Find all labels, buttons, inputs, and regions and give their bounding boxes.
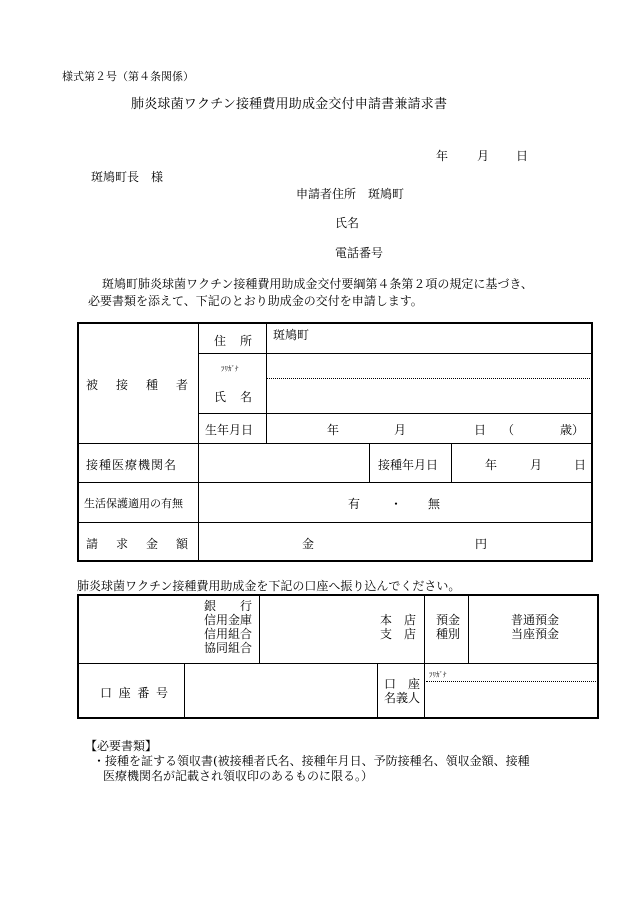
applicant-address-label: 申請者住所 斑鳩町 [296, 187, 405, 201]
branch-types: 本 店 支 店 [380, 613, 417, 641]
welfare-separator: ・ [390, 497, 403, 511]
furigana-label: ﾌﾘｶﾞﾅ [221, 365, 239, 373]
required-docs-item-line-1: ・接種を証する領収書(被接種者氏名、接種年月日、予防接種名、領収金額、接種 [93, 754, 530, 768]
form-title: 肺炎球菌ワクチン接種費用助成金交付申請書兼請求書 [131, 97, 448, 112]
vaccination-date-label: 接種年月日 [378, 458, 439, 472]
applicant-name-label: 氏名 [335, 216, 360, 230]
address-value: 斑鳩町 [273, 328, 310, 342]
age-open-paren: （ [502, 423, 515, 437]
date-month-label: 月 [477, 149, 490, 163]
required-docs-heading: 【必要書類】 [85, 739, 158, 753]
address-label: 住 所 [214, 334, 252, 348]
clinic-label: 接種医療機関名 [86, 458, 178, 472]
intro-line-1: 斑鳩町肺炎球菌ワクチン接種費用助成金交付要綱第４条第２項の規定に基づき、 [102, 277, 533, 291]
name-label: 氏 名 [214, 390, 252, 404]
intro-line-2: 必要書類を添えて、下記のとおり助成金の交付を申請します。 [88, 294, 423, 308]
birth-month-label: 月 [394, 423, 407, 437]
age-close-label: 歳） [560, 423, 585, 437]
holder-furigana-label: ﾌﾘｶﾞﾅ [429, 671, 447, 679]
claim-kin-label: 金 [302, 537, 315, 551]
form-number: 様式第２号（第４条関係） [62, 70, 194, 83]
birthdate-label: 生年月日 [205, 423, 254, 437]
required-docs-item-line-2: 医療機関名が記載され領収印のあるものに限る。） [103, 769, 374, 783]
applicant-phone-label: 電話番号 [335, 246, 384, 260]
deposit-types: 普通預金 当座預金 [511, 613, 560, 641]
account-holder-label: 口 座 名義人 [384, 677, 421, 705]
deposit-type-label: 預金 種別 [436, 613, 461, 641]
bank-types: 銀 行 信用金庫 信用組合 協同組合 [204, 599, 253, 655]
birth-day-label: 日 [474, 423, 487, 437]
date-year-label: 年 [436, 149, 449, 163]
vac-day-label: 日 [574, 458, 587, 472]
vac-month-label: 月 [530, 458, 543, 472]
recipient-label: 被 接 種 者 [86, 378, 188, 392]
vac-year-label: 年 [485, 458, 498, 472]
welfare-no-option: 無 [428, 497, 441, 511]
transfer-note: 肺炎球菌ワクチン接種費用助成金を下記の口座へ振り込んでください。 [77, 579, 461, 593]
welfare-label: 生活保護適用の有無 [84, 497, 183, 510]
claim-yen-label: 円 [475, 537, 488, 551]
claim-label: 請 求 金 額 [86, 537, 188, 551]
account-number-label: 口 座 番 号 [100, 686, 168, 700]
addressee: 斑鳩町長 様 [91, 170, 164, 184]
date-day-label: 日 [516, 149, 529, 163]
welfare-yes-option: 有 [348, 497, 361, 511]
birth-year-label: 年 [327, 423, 340, 437]
